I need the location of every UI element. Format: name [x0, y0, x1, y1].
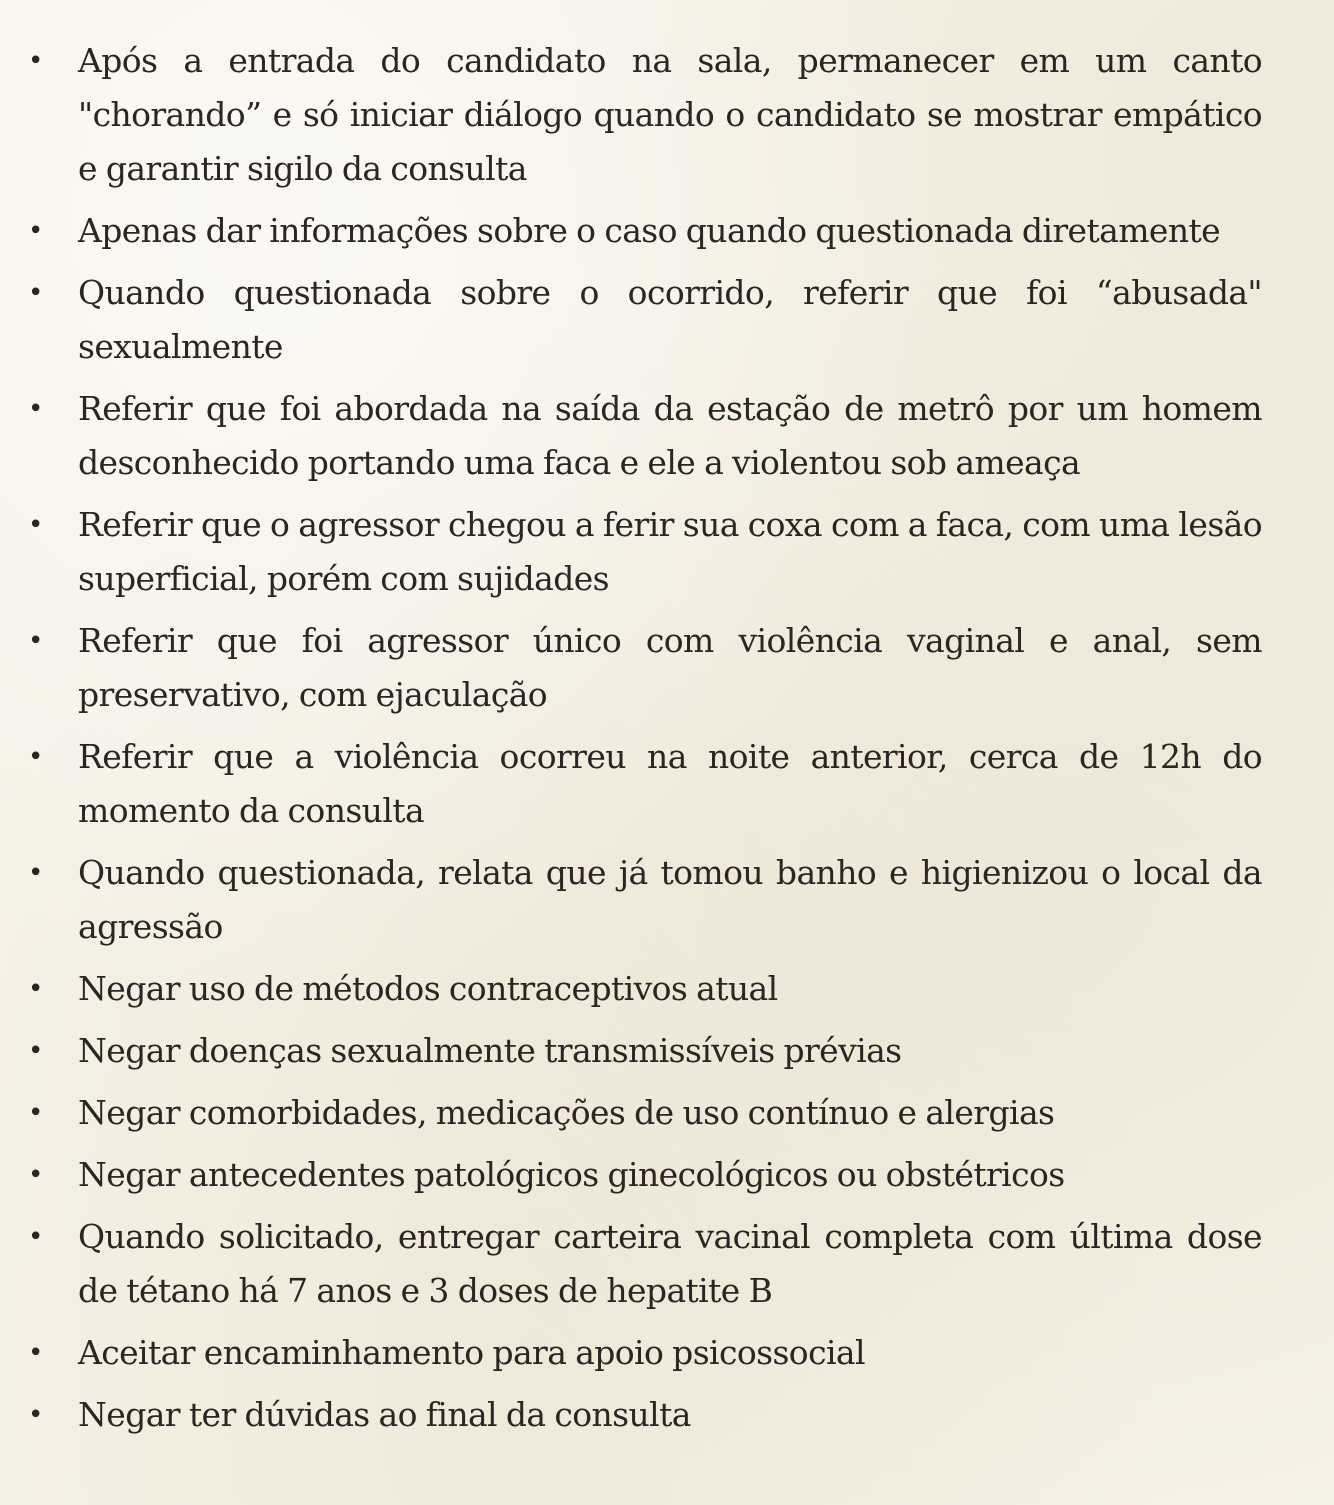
bullet-icon: •: [28, 742, 44, 772]
list-item-text: Quando questionada, relata que já tomou banho e higienizou o local da agressão: [78, 853, 1262, 946]
list-item-text: Referir que o agressor chegou a ferir sua coxa com a faca, com uma lesão superficial, porém com sujidades: [78, 505, 1262, 598]
list-item: [28, 382, 1262, 490]
list-item: [28, 266, 1262, 374]
bullet-icon: •: [28, 510, 44, 540]
bullet-icon: •: [28, 974, 44, 1004]
list-item-text: Apenas dar informações sobre o caso quando questionada diretamente: [78, 211, 1221, 250]
bullet-icon: •: [28, 46, 44, 76]
bullet-icon: •: [28, 1338, 44, 1368]
list-item-text: Referir que foi abordada na saída da estação de metrô por um homem desconhecido portando uma faca e ele a violentou sob ameaça: [78, 389, 1262, 482]
list-item-text: Negar ter dúvidas ao final da consulta: [78, 1395, 691, 1434]
list-item: [28, 1210, 1262, 1318]
list-item-text: Negar comorbidades, medicações de uso contínuo e alergias: [78, 1093, 1055, 1132]
list-item-text: Quando solicitado, entregar carteira vacinal completa com última dose de tétano há 7 anos e 3 doses de hepatite B: [78, 1217, 1262, 1310]
list-item: [28, 498, 1262, 606]
bullet-icon: •: [28, 1160, 44, 1190]
list-item-text: Negar antecedentes patológicos ginecológicos ou obstétricos: [78, 1155, 1065, 1194]
list-item: [28, 962, 1262, 1016]
list-item-text: Após a entrada do candidato na sala, permanecer em um canto "chorando” e só iniciar diálogo quando o candidato se mostrar empático e garantir sigilo da consulta: [78, 41, 1262, 188]
list-item: [28, 34, 1262, 196]
list-item-text: Quando questionada sobre o ocorrido, referir que foi “abusada" sexualmente: [78, 273, 1262, 366]
list-item: [28, 1326, 1262, 1380]
list-item-text: Referir que foi agressor único com violência vaginal e anal, sem preservativo, com ejaculação: [78, 621, 1262, 714]
bullet-icon: •: [28, 216, 44, 246]
list-item-text: Negar doenças sexualmente transmissíveis prévias: [78, 1031, 902, 1070]
list-item: [28, 846, 1262, 954]
list-item: [28, 1148, 1262, 1202]
list-item-text: Referir que a violência ocorreu na noite anterior, cerca de 12h do momento da consulta: [78, 737, 1262, 830]
bullet-icon: •: [28, 1400, 44, 1430]
list-item: [28, 1086, 1262, 1140]
list-item: [28, 204, 1262, 258]
bullet-icon: •: [28, 626, 44, 656]
list-item-text: Aceitar encaminhamento para apoio psicossocial: [78, 1333, 865, 1372]
bullet-icon: •: [28, 1222, 44, 1252]
bullet-icon: •: [28, 1036, 44, 1066]
bullet-icon: •: [28, 1098, 44, 1128]
bullet-icon: •: [28, 394, 44, 424]
list-item: [28, 1388, 1262, 1442]
bullet-icon: •: [28, 858, 44, 888]
list-item: [28, 730, 1262, 838]
instruction-list: [28, 34, 1262, 1442]
list-item: [28, 614, 1262, 722]
list-item: [28, 1024, 1262, 1078]
list-item-text: Negar uso de métodos contraceptivos atual: [78, 969, 778, 1008]
bullet-icon: •: [28, 278, 44, 308]
